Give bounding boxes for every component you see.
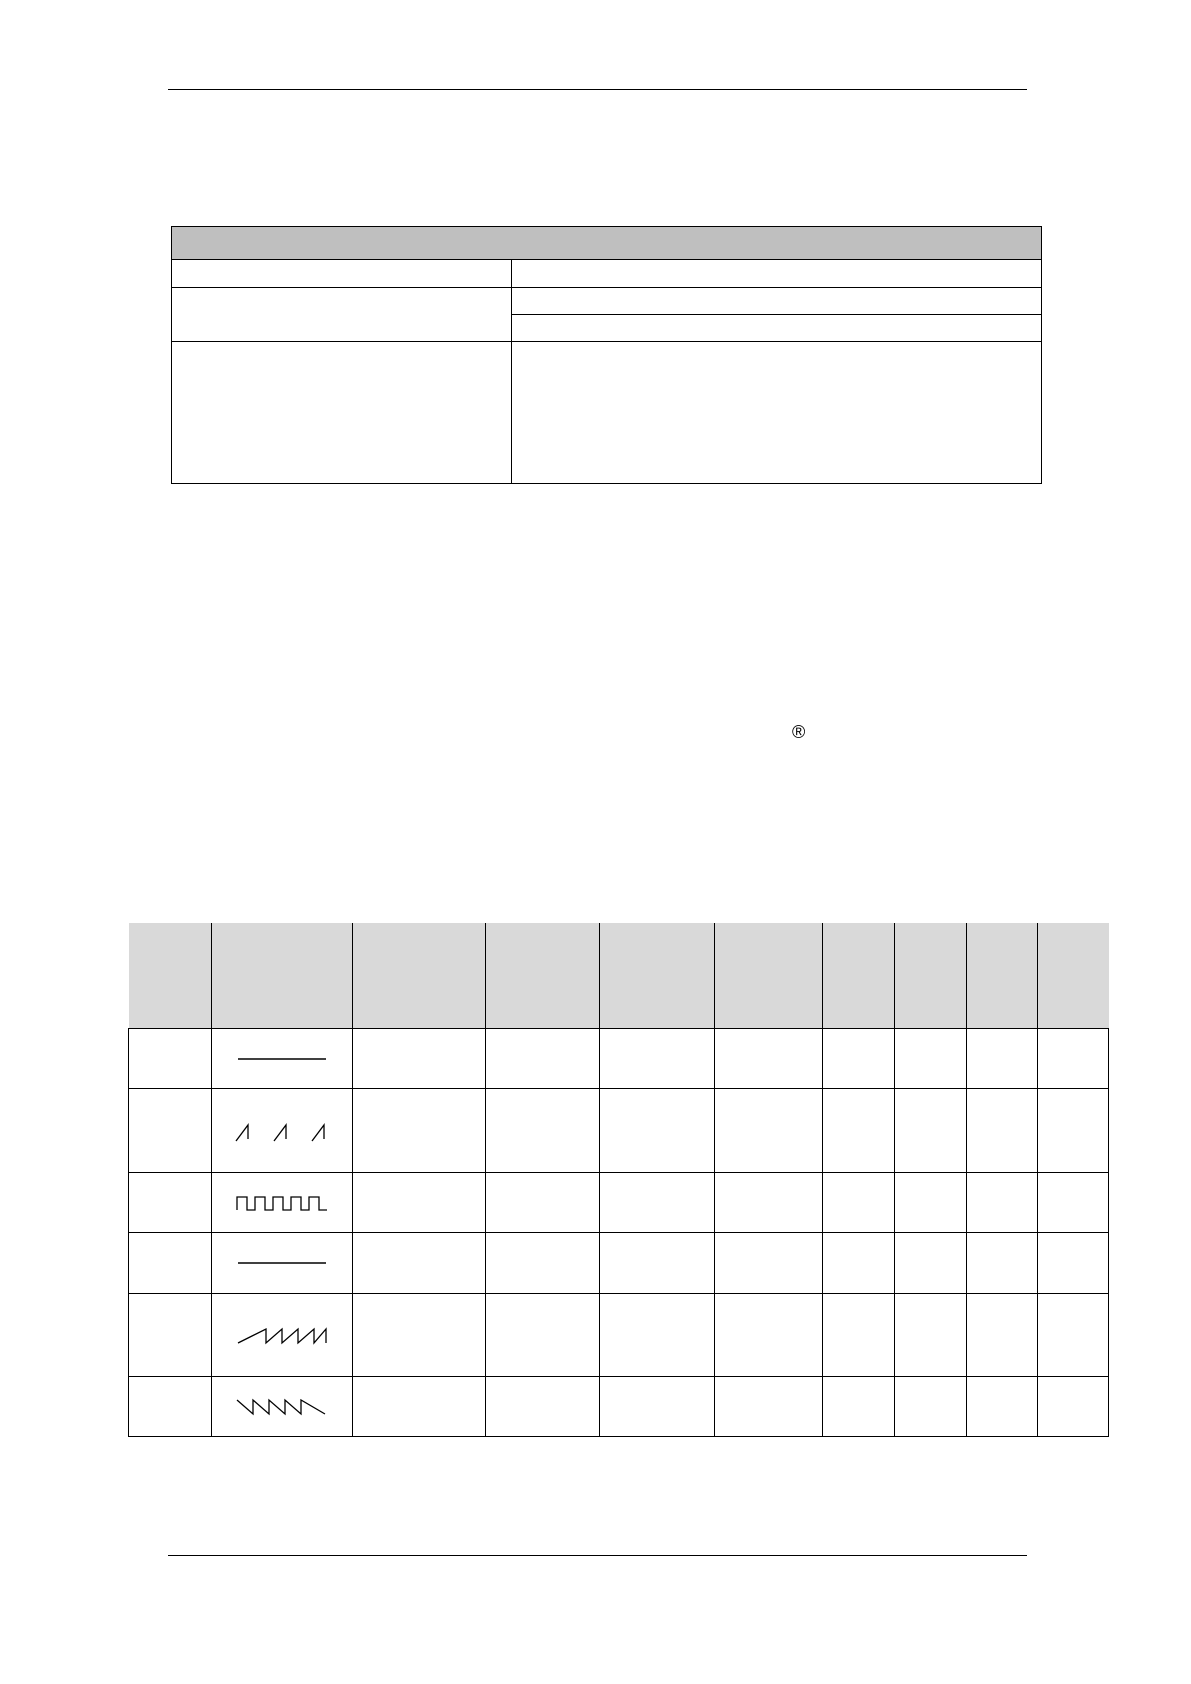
info-row-value	[512, 342, 1042, 484]
table-row	[129, 1173, 1109, 1233]
table-cell	[486, 1233, 600, 1294]
waveform-cell	[212, 1029, 353, 1089]
table-cell	[353, 1233, 486, 1294]
header-rule	[168, 89, 1027, 90]
table-cell	[486, 1029, 600, 1089]
table-cell	[715, 1173, 823, 1233]
waveform-cell	[212, 1294, 353, 1377]
waveform-cell	[212, 1377, 353, 1437]
table-cell	[353, 1089, 486, 1173]
header-cell	[1038, 923, 1109, 1029]
table-cell	[1038, 1089, 1109, 1173]
table-row	[129, 1294, 1109, 1377]
table-cell	[1038, 1377, 1109, 1437]
table-cell	[823, 1294, 895, 1377]
table-cell	[895, 1294, 967, 1377]
table-cell	[895, 1089, 967, 1173]
table-cell	[600, 1294, 715, 1377]
table-cell	[967, 1294, 1038, 1377]
table-cell	[823, 1029, 895, 1089]
table-cell	[1038, 1294, 1109, 1377]
table-cell	[967, 1089, 1038, 1173]
info-table-header	[172, 227, 1042, 260]
table-cell	[353, 1377, 486, 1437]
table-cell	[353, 1294, 486, 1377]
header-cell	[212, 923, 353, 1029]
table-row	[129, 1029, 1109, 1089]
table-cell	[486, 1377, 600, 1437]
row-index-cell	[129, 1377, 212, 1437]
table-cell	[895, 1377, 967, 1437]
table-cell	[895, 1233, 967, 1294]
header-cell	[353, 923, 486, 1029]
table-cell	[823, 1377, 895, 1437]
falling-sawtooth-icon	[235, 1396, 329, 1418]
header-cell	[600, 923, 715, 1029]
header-cell	[823, 923, 895, 1029]
table-cell	[600, 1029, 715, 1089]
rising-sawtooth-icon	[236, 1323, 328, 1347]
row-index-cell	[129, 1173, 212, 1233]
table-cell	[600, 1089, 715, 1173]
table-cell	[486, 1294, 600, 1377]
table-cell	[967, 1377, 1038, 1437]
table-cell	[353, 1173, 486, 1233]
spaced-ramp-pulses-icon	[234, 1119, 330, 1143]
table-header-row	[129, 923, 1109, 1029]
table-cell	[823, 1089, 895, 1173]
header-cell	[129, 923, 212, 1029]
header-cell	[967, 923, 1038, 1029]
table-cell	[600, 1233, 715, 1294]
row-index-cell	[129, 1089, 212, 1173]
row-index-cell	[129, 1294, 212, 1377]
header-cell	[486, 923, 600, 1029]
table-cell	[895, 1029, 967, 1089]
table-cell	[823, 1233, 895, 1294]
table-cell	[1038, 1029, 1109, 1089]
table-cell	[715, 1294, 823, 1377]
registered-trademark-symbol: ®	[792, 722, 806, 742]
table-cell	[967, 1173, 1038, 1233]
table-cell	[715, 1233, 823, 1294]
header-cell	[715, 923, 823, 1029]
row-index-cell	[129, 1029, 212, 1089]
row-index-cell	[129, 1233, 212, 1294]
waveform-table	[128, 923, 1109, 1437]
table-cell	[715, 1029, 823, 1089]
table-cell	[895, 1173, 967, 1233]
waveform-cell	[212, 1233, 353, 1294]
table-cell	[967, 1029, 1038, 1089]
table-cell	[600, 1173, 715, 1233]
info-row-value	[512, 315, 1042, 342]
header-cell	[895, 923, 967, 1029]
flat-line-icon	[236, 1253, 328, 1273]
waveform-cell	[212, 1173, 353, 1233]
table-cell	[1038, 1233, 1109, 1294]
table-cell	[967, 1233, 1038, 1294]
info-row-value	[512, 260, 1042, 288]
table-cell	[486, 1089, 600, 1173]
square-wave-icon	[235, 1193, 329, 1213]
flat-line-icon	[236, 1049, 328, 1069]
info-table	[171, 226, 1042, 484]
table-cell	[715, 1089, 823, 1173]
table-row	[129, 1233, 1109, 1294]
table-cell	[600, 1377, 715, 1437]
table-cell	[1038, 1173, 1109, 1233]
footer-rule	[168, 1555, 1027, 1556]
waveform-cell	[212, 1089, 353, 1173]
table-row	[129, 1089, 1109, 1173]
info-row-label	[172, 260, 512, 288]
table-row	[129, 1377, 1109, 1437]
info-row-label	[172, 288, 512, 342]
table-cell	[823, 1173, 895, 1233]
table-cell	[353, 1029, 486, 1089]
table-cell	[486, 1173, 600, 1233]
info-row-value	[512, 288, 1042, 315]
table-cell	[715, 1377, 823, 1437]
info-row-label	[172, 342, 512, 484]
